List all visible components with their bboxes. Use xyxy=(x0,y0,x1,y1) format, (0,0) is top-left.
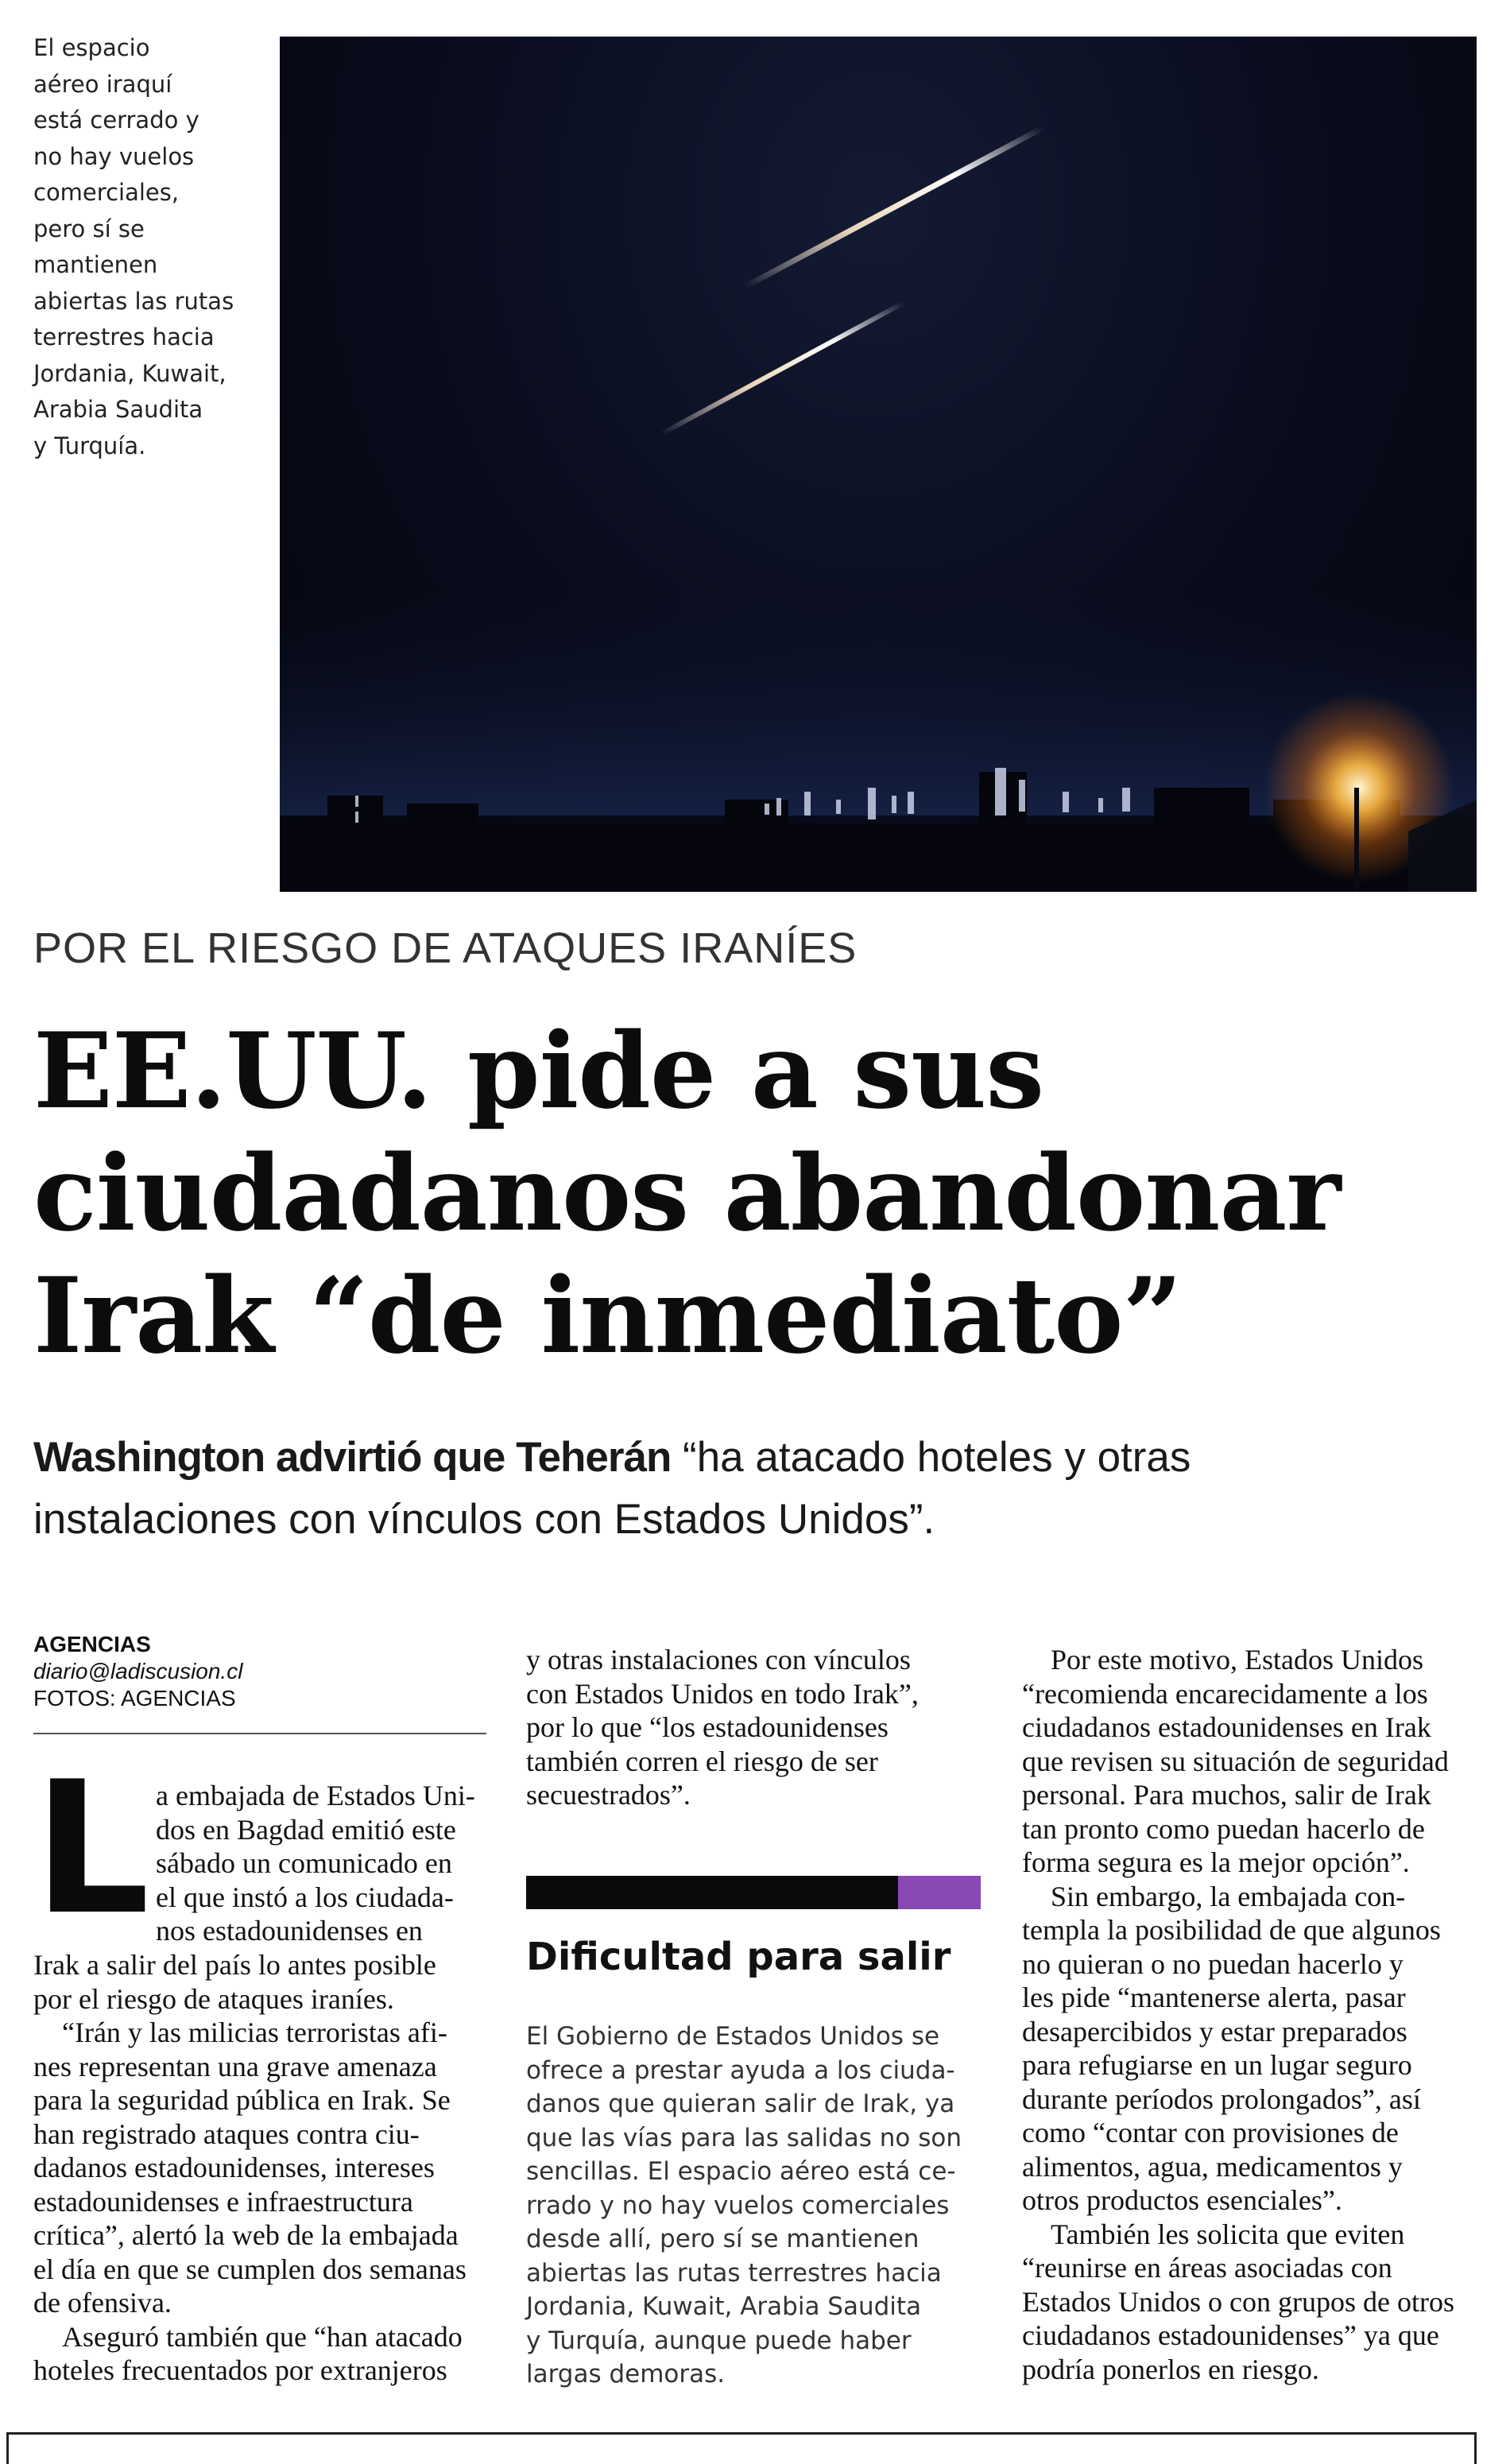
headline-line: EE.UU. pide a sus xyxy=(33,1009,1044,1132)
headline-line: Irak “de inmediato” xyxy=(33,1254,1182,1377)
headline-line: ciudadanos abandonar xyxy=(33,1132,1341,1254)
byline xyxy=(33,1631,486,1712)
drop-cap: L xyxy=(33,1743,150,1955)
byline-agency: AGENCIAS xyxy=(33,1632,151,1656)
section-divider-accent xyxy=(898,1876,981,1909)
column-1-body: Irak a salir del país lo antes posible por el riesgo de ataques iraníes. “Irán y las milicias terroristas afi- nes representan una grave amenaza para la seguridad pública en Irak. Se han registrado ataques contra ciu- dadanos estadounidenses, intereses estadounidenses e infraestructura crítica”, alertó la web de la embajada el día en que se cumplen dos semanas de ofensiva. Aseguró también que “han atacado hoteles frecuentados por extranjeros xyxy=(33,1949,467,2386)
photo-caption: El espacio aéreo iraquí está cerrado y no hay vuelos comerciales, pero sí se mantienen abiertas las rutas terrestres hacia Jordania, Kuwait, Arabia Saudita y Turquía. xyxy=(33,34,234,459)
byline-photos: FOTOS: AGENCIAS xyxy=(33,1686,236,1710)
column-1-lead: a embajada de Estados Uni- dos en Bagdad emitió este sábado un comunicado en el que instó a los ciudada- nos estadounidenses en xyxy=(156,1780,475,1947)
missile-streak xyxy=(661,303,904,434)
deck-bold-lead: Washington advirtió que Teherán xyxy=(33,1434,672,1481)
column-2-body: El Gobierno de Estados Unidos se ofrece a prestar ayuda a los ciuda- danos que quieran salir de Irak, ya que las vías para las salidas no son sencillas. El espacio aéreo está ce- rrado y no hay vuelos comerciales desde allí, pero sí se mantienen abiertas las rutas terrestres hacia Jordania, Kuwait, Arabia Saudita y Turquía, aunque puede haber largas demoras. xyxy=(526,2022,962,2388)
missile-streak xyxy=(745,128,1043,287)
page-bottom-frame xyxy=(6,2432,1477,2464)
column-3-body: Por este motivo, Estados Unidos “recomienda encarecidamente a los ciudadanos estadounidenses en Irak que revisen su situación de seguridad personal. Para muchos, salir de Irak tan pronto como puedan hacerlo de forma segura es la mejor opción”. Sin embargo, la embajada con- templa la posibilidad de que algunos no quieran o no puedan hacerlo y les pide “mantenerse alerta, pasar desapercibidos y estar preparados para refugiarse en un lugar seguro durante períodos prolongados”, así como “contar con provisiones de alimentos, agua, medicamentos y otros productos esenciales”. También les solicita que eviten “reunirse en áreas asociadas con Estados Unidos o con grupos de otros ciudadanos estadounidenses” ya que podría ponerlos en riesgo. xyxy=(1022,1644,1454,2385)
section-divider-bar xyxy=(526,1876,981,1909)
deck-rest: “ha atacado hoteles y otras xyxy=(671,1434,1191,1481)
column-2-lead: y otras instalaciones con vínculos con Estados Unidos en todo Irak”, por lo que “los estadounidenses también corren el riesgo de ser secuestrados”. xyxy=(526,1644,919,1811)
byline-email: diario@ladiscusion.cl xyxy=(33,1659,243,1683)
deck-line-2: instalaciones con vínculos con Estados Unidos”. xyxy=(33,1496,935,1543)
headline xyxy=(33,1009,1480,1377)
street-light-pole xyxy=(1354,788,1359,892)
night-sky-photo xyxy=(280,37,1477,892)
kicker: POR EL RIESGO DE ATAQUES IRANÍES xyxy=(33,924,858,972)
deck xyxy=(33,1427,1480,1551)
night-city-skyline-image xyxy=(280,37,1477,892)
byline-divider xyxy=(33,1733,486,1734)
subhead: Dificultad para salir xyxy=(526,1935,951,1979)
